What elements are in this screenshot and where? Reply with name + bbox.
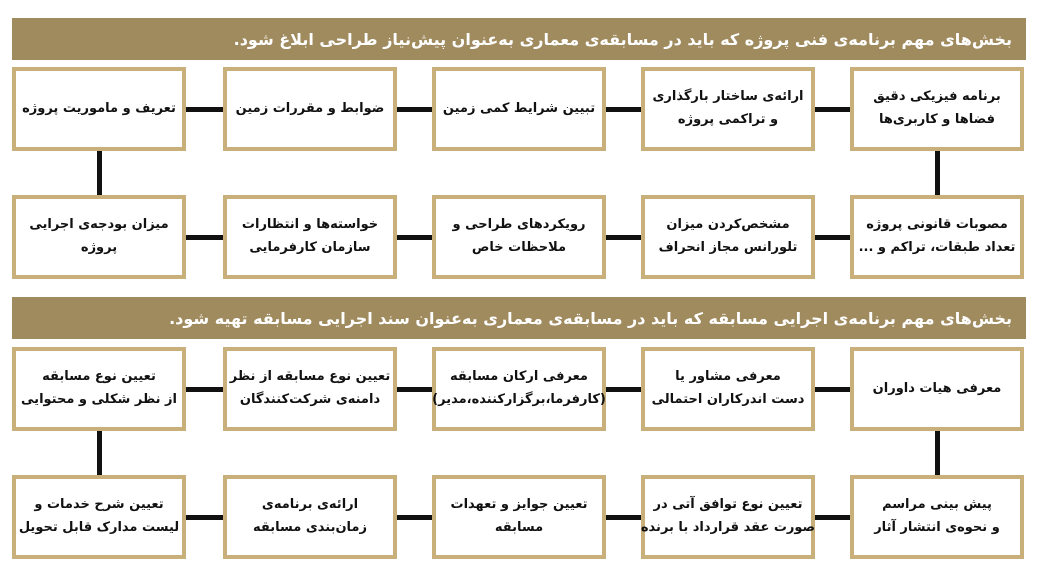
connector [606, 235, 641, 240]
box-text: رویکردهای طراحی و [452, 217, 586, 233]
connector [815, 235, 850, 240]
box-text: تلورانس مجاز انحراف [658, 240, 798, 255]
box-text: فضاها و کاربری‌ها [879, 112, 995, 127]
s2-r1-box-4 [223, 347, 397, 431]
s1-r1-box-4 [223, 67, 397, 151]
box-text: تعیین نوع توافق آتی در [653, 497, 803, 513]
connector [397, 107, 432, 112]
s2-r2-box-2 [641, 475, 815, 559]
s1-r1-box-1 [850, 67, 1024, 151]
connector [606, 515, 641, 520]
box-text: مشخص‌کردن میزان [666, 217, 790, 233]
box-text: تبیین شرایط کمی زمین [442, 100, 596, 116]
box-text: تعیین جوایز و تعهدات [450, 497, 588, 513]
s1-r2-box-3 [432, 195, 606, 279]
s2-r2-box-1 [850, 475, 1024, 559]
box-text: لیست مدارک قابل تحویل [18, 520, 180, 535]
box-text: میزان بودجه‌ی اجرایی [29, 217, 169, 233]
box-text: سازمان کارفرمایی [249, 240, 371, 255]
box-text: تعیین نوع مسابقه از نظر [229, 369, 391, 385]
connector [186, 387, 223, 392]
connector [397, 235, 432, 240]
connector [186, 515, 223, 520]
connector [97, 151, 102, 195]
s2-r2-box-5 [12, 475, 186, 559]
box-text: برنامه فیزیکی دقیق [873, 89, 1001, 105]
box-text: معرفی هیات داوران [872, 380, 1002, 396]
box-text: صورت عقد قرارداد با برنده [640, 520, 816, 535]
s2-r1-box-2 [641, 347, 815, 431]
connector [186, 107, 223, 112]
box-text: معرفی ارکان مسابقه [450, 369, 588, 385]
s1-r2-box-1 [850, 195, 1024, 279]
box-text: مسابقه [494, 520, 544, 535]
box-text: ضوابط و مقررات زمین [235, 100, 385, 116]
connector [815, 515, 850, 520]
section1-banner [12, 18, 1026, 60]
box-text: ارائه‌ی ساختار بارگذاری [652, 89, 804, 105]
s2-r2-box-3 [432, 475, 606, 559]
box-text: تعیین نوع مسابقه [42, 369, 156, 385]
box-text: ارائه‌ی برنامه‌ی [261, 497, 359, 513]
section2-banner [12, 297, 1026, 339]
s1-r2-box-4 [223, 195, 397, 279]
box-text: از نظر شکلی و محتوایی [21, 392, 177, 407]
box-text: زمان‌بندی مسابقه [253, 520, 367, 535]
connector [815, 387, 850, 392]
connector [397, 387, 432, 392]
s1-r2-box-2 [641, 195, 815, 279]
box-text: معرفی مشاور یا [675, 369, 781, 385]
s2-r2-box-4 [223, 475, 397, 559]
connector [606, 387, 641, 392]
section2-title: بخش‌های مهم برنامه‌ی اجرایی مسابقه که باید در مسابقه‌ی معماری به‌عنوان سند اجرایی مسابقه تهیه شود. [169, 308, 1012, 328]
box-text: تعداد طبقات، تراکم و ... [858, 240, 1016, 255]
section1-title: بخش‌های مهم برنامه‌ی فنی پروژه که باید در مسابقه‌ی معماری به‌عنوان پیش‌نیاز طراحی ابلاغ شود. [233, 29, 1012, 49]
box-text: و نحوه‌ی انتشار آثار [874, 520, 1000, 535]
box-text: تعریف و ماموریت پروژه [22, 100, 176, 116]
box-text: خواسته‌ها و انتظارات [241, 217, 379, 233]
box-text: دامنه‌ی شرکت‌کنندگان [239, 392, 381, 407]
box-text: تعیین شرح خدمات و [34, 497, 164, 513]
box-text: مصوبات قانونی پروژه [866, 217, 1008, 233]
connector [397, 515, 432, 520]
box-text: ملاحظات خاص [471, 240, 567, 255]
s2-r1-box-1 [850, 347, 1024, 431]
s2-r1-box-5 [12, 347, 186, 431]
connector [815, 107, 850, 112]
box-text: پیش بینی مراسم [882, 497, 992, 513]
connector [186, 235, 223, 240]
connector [935, 151, 940, 195]
box-text: (کارفرما،برگزارکننده،مدیر) [432, 392, 606, 407]
s1-r1-box-2 [641, 67, 815, 151]
box-text: و تراکمی پروژه [677, 112, 779, 127]
connector [606, 107, 641, 112]
connector [97, 431, 102, 475]
box-text: دست اندرکاران احتمالی [651, 392, 805, 407]
s1-r1-box-3 [432, 67, 606, 151]
connector [935, 431, 940, 475]
s1-r1-box-5 [12, 67, 186, 151]
s1-r2-box-5 [12, 195, 186, 279]
s2-r1-box-3 [432, 347, 606, 431]
box-text: پروژه [80, 240, 118, 255]
